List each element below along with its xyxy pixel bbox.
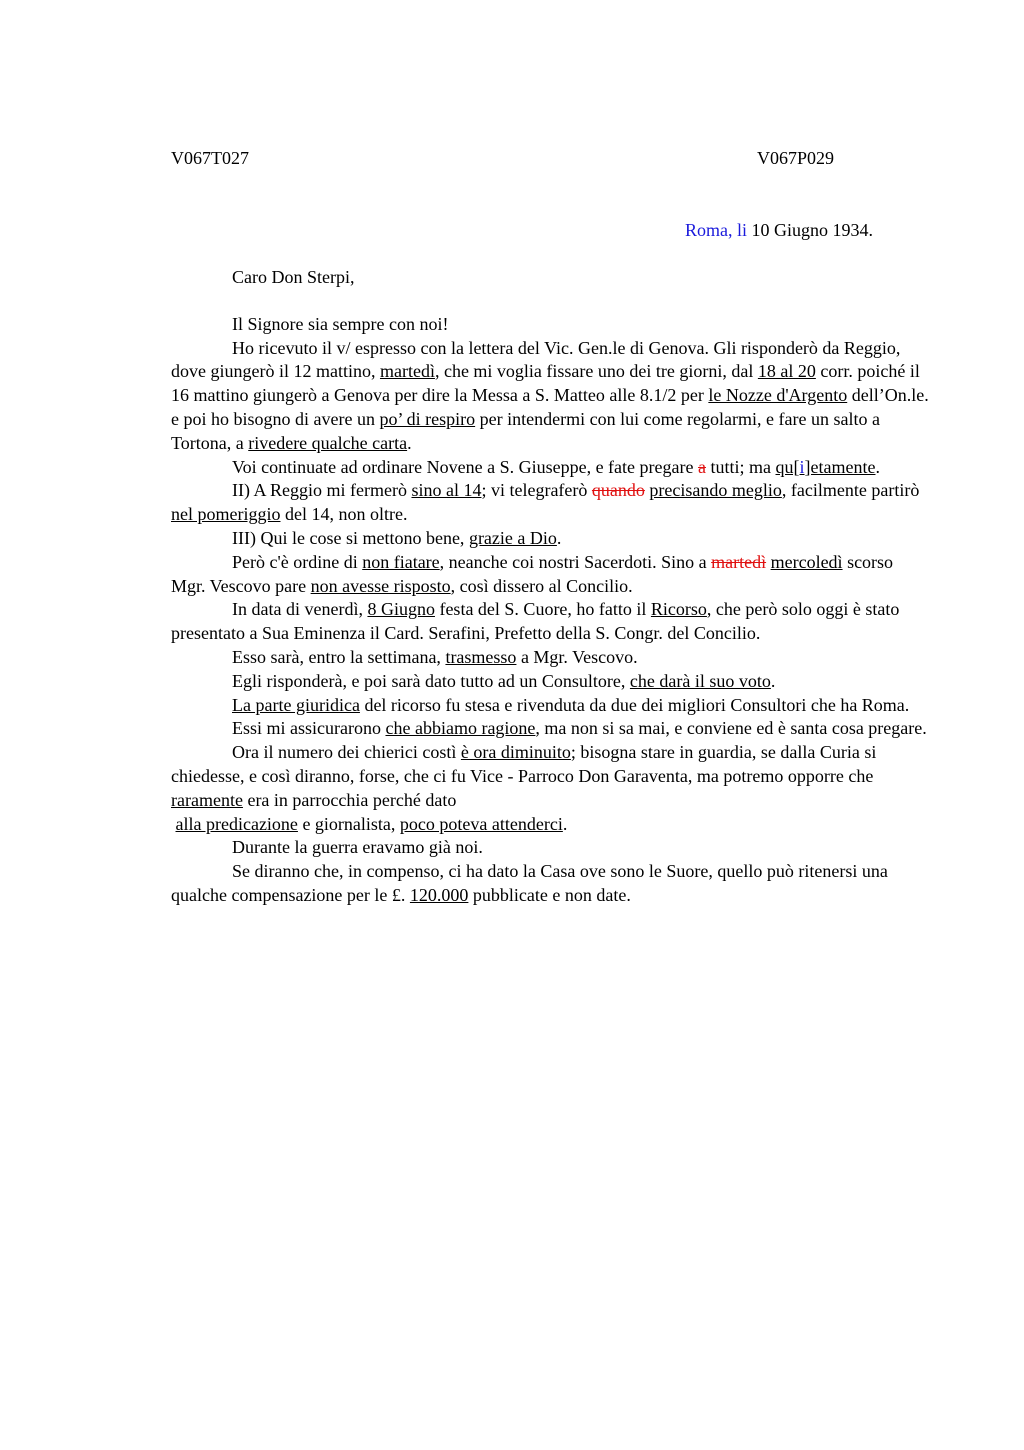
paragraph-12 [171, 741, 931, 836]
underlined-text: è ora diminuito [460, 742, 571, 763]
paragraph-14 [171, 860, 931, 908]
underlined-text: le Nozze d'Argento [708, 385, 848, 406]
underlined-text: trasmesso [445, 646, 517, 667]
text-run: Essi mi assicurarono [232, 718, 386, 739]
text-run: Voi continuate ad ordinare Novene a S. Giuseppe, e fate pregare [232, 456, 698, 477]
text-run: Se diranno che, in compenso, ci ha dato la Casa ove sono le Suore, quello può ritenersi una qualche compensazione per le £. [171, 861, 888, 905]
underlined-text: 8 Giugno [367, 599, 435, 620]
underlined-text: precisando meglio [649, 480, 782, 501]
underlined-text: mercoledì [770, 551, 843, 572]
text-run: Ora il numero dei chierici costì [232, 742, 461, 763]
paragraph-11 [171, 717, 931, 741]
underlined-text: La parte giuridica [232, 694, 360, 715]
paragraph-5 [171, 527, 931, 551]
text-run: era in parrocchia perché dato [242, 789, 457, 810]
text-run: , neanche coi nostri Sacerdoti. Sino a [439, 551, 712, 572]
underlined-text [776, 457, 876, 477]
text-run: per intendermi con lui come regolarmi, e fare un salto a Tortona, a [171, 408, 880, 453]
paragraph-4 [171, 479, 931, 527]
text-run: ; bisogna stare in guardia, se dalla Curia si chiedesse, e così diranno, forse, che ci fu Vice - Parroco Don Garaventa, ma potremo opporre che [171, 742, 877, 786]
underlined-text: alla predicazione [175, 813, 298, 834]
struck-text: quando [591, 480, 645, 501]
dateline-place: Roma, li [685, 220, 747, 240]
text-run: Egli risponderà, e poi sarà dato tutto ad un Consultore, [232, 670, 630, 691]
paragraph-9 [171, 670, 931, 694]
text-run: , ma non si sa mai, e conviene ed è santa cosa pregare. [535, 718, 927, 739]
paragraph-6 [171, 551, 931, 599]
paragraph-2 [171, 337, 931, 456]
text-run: ; vi telegraferò [481, 480, 592, 501]
struck-text: a [698, 456, 706, 477]
text-run: II) A Reggio mi fermerò [232, 480, 412, 501]
struck-text: martedì [711, 551, 767, 572]
text-run: , che però solo oggi è stato presentato a Sua Eminenza il Card. Serafini, Prefetto della S. Congr. del Concilio. [171, 599, 900, 644]
underlined-text: poco poteva attenderci [399, 813, 563, 834]
text-run: tutti; ma [706, 456, 776, 477]
paragraph-10 [171, 694, 931, 718]
inserted-letter: i [799, 456, 805, 477]
text-run: e giornalista, [297, 813, 400, 834]
underlined-text: grazie a Dio [468, 527, 557, 548]
text-run: scorso Mgr. Vescovo pare [171, 551, 894, 596]
text-run: del ricorso fu stesa e rivenduta da due dei migliori Consultori che ha Roma. [359, 694, 910, 715]
text-run: III) Qui le cose si mettono bene, [232, 527, 469, 548]
underlined-text: 120.000 [409, 884, 469, 905]
text-run: . [562, 813, 568, 834]
text-run: Ho ricevuto il v/ espresso con la lettera del Vic. Gen.le di Genova. Gli risponderò da Reggio, dove giungerò il 12 mattino, [171, 337, 901, 382]
dateline [685, 219, 873, 241]
paragraph-13: Durante la guerra eravamo già noi. [232, 837, 483, 858]
text-run: . [875, 456, 880, 477]
text-run: . [556, 527, 562, 548]
underlined-text: non fiatare [362, 551, 440, 572]
underlined-text: non avesse risposto [310, 575, 451, 596]
letter-body [171, 266, 931, 908]
dateline-date: 10 Giugno 1934. [747, 220, 873, 240]
underlined-text: nel pomeriggio [171, 504, 281, 525]
text-run: dell’On.le. e poi ho bisogno di avere un [171, 385, 929, 429]
salutation: Caro Don Sterpi, [232, 267, 355, 287]
text-run: , che mi voglia fissare uno dei tre giorni, dal [434, 361, 758, 382]
underlined-text: raramente [171, 789, 243, 810]
paragraph-3 [171, 456, 931, 480]
underlined-text: po’ di respiro [379, 408, 476, 429]
text-run: ]etamente [804, 456, 876, 477]
text-run: , facilmente partirò [781, 480, 920, 501]
text-run: qu[ [775, 456, 800, 477]
text-run: del 14, non oltre. [280, 504, 408, 525]
text-run: . [407, 432, 412, 453]
underlined-text: Ricorso [650, 599, 707, 620]
text-run: , così dissero al Concilio. [450, 575, 633, 596]
text-run: . [770, 670, 776, 691]
text-run: In data di venerdì, [232, 599, 368, 620]
text-run: corr. poiché il 16 mattino giungerò a Genova per dire la Messa a S. Matteo alle 8.1/2 per [171, 361, 920, 406]
text-run: Esso sarà, entro la settimana, [232, 646, 446, 667]
text-run: a Mgr. Vescovo. [516, 646, 638, 667]
document-code-left: V067T027 [171, 148, 249, 168]
paragraph-8 [171, 646, 931, 670]
underlined-text: 18 al 20 [757, 361, 816, 382]
document-code-right: V067P029 [757, 148, 835, 168]
text-run: pubblicate e non date. [468, 884, 631, 905]
underlined-text: che abbiamo ragione [385, 718, 536, 739]
text-run: Però c'è ordine di [232, 551, 363, 572]
text-run: festa del S. Cuore, ho fatto il [434, 599, 651, 620]
paragraph-1: Il Signore sia sempre con noi! [232, 313, 449, 334]
paragraph-7 [171, 598, 931, 646]
underlined-text: che darà il suo voto [629, 670, 771, 691]
underlined-text: martedì [379, 361, 435, 382]
underlined-text: rivedere qualche carta [248, 432, 408, 453]
underlined-text: sino al 14 [411, 480, 482, 501]
